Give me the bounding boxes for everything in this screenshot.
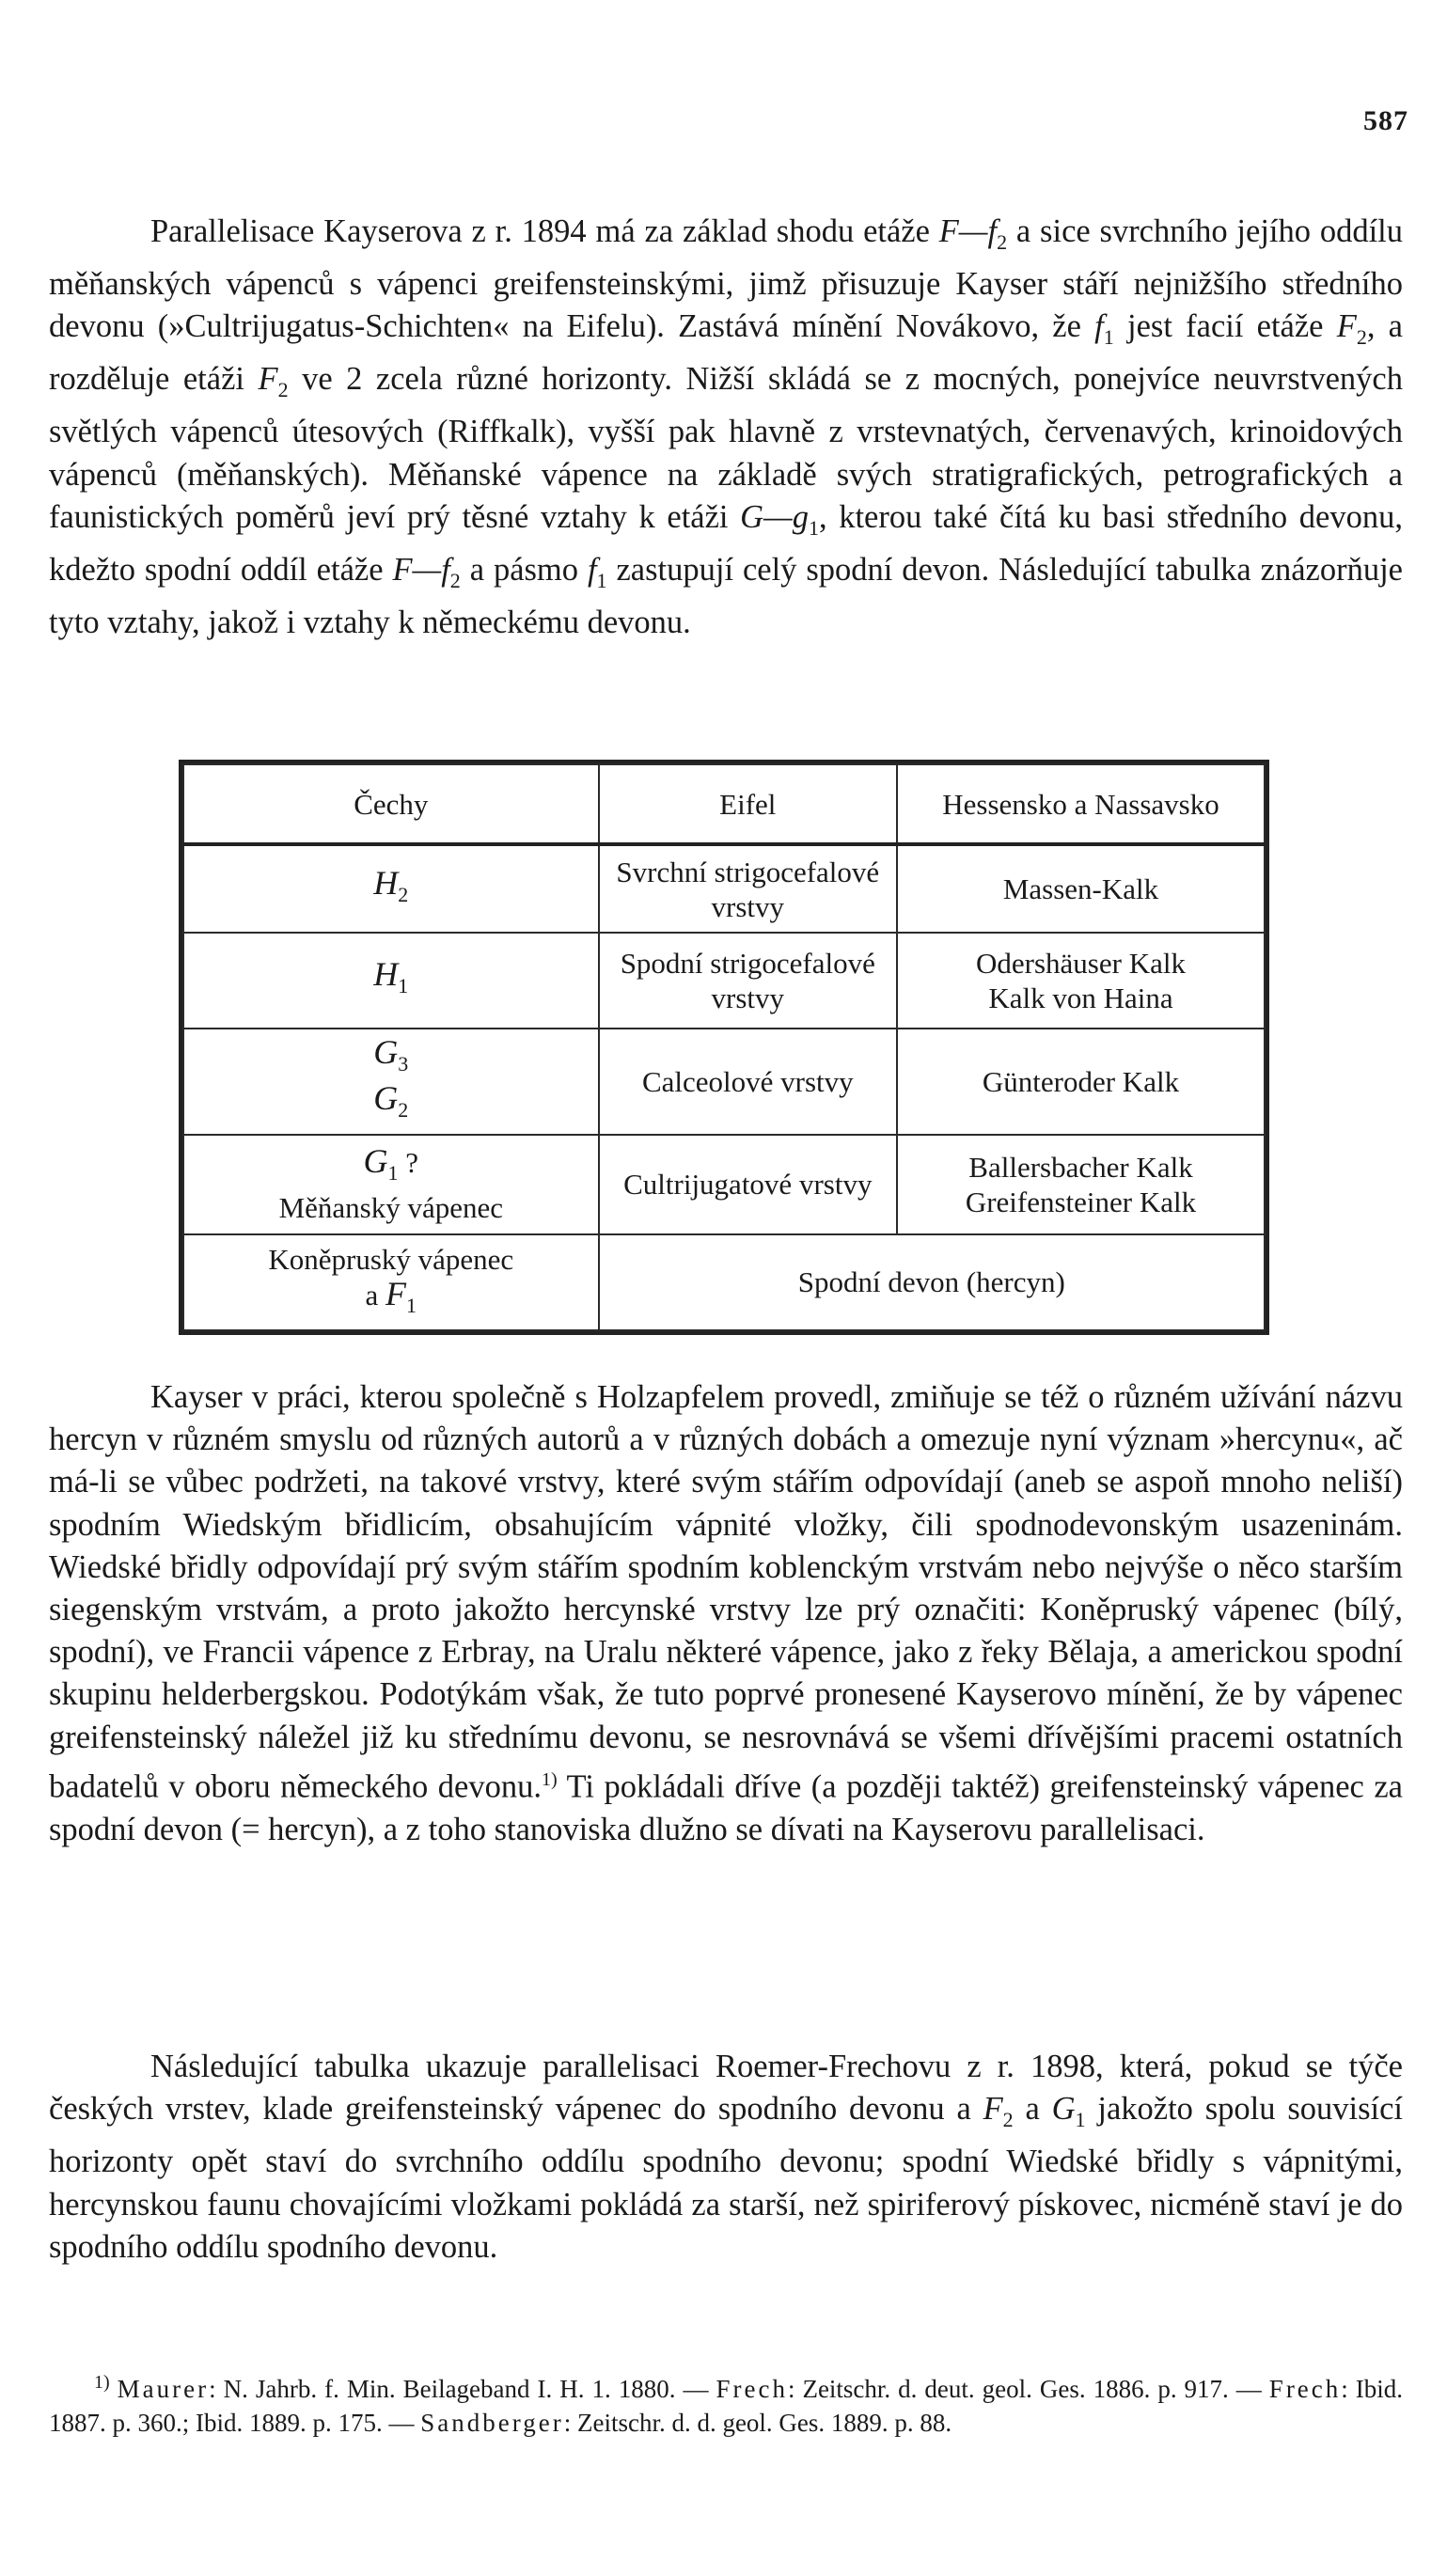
- footnote-reference: 1): [541, 1768, 558, 1790]
- cell-eifel: Cultrijugatové vrstvy: [599, 1135, 897, 1234]
- cell-cechy: $G_1$ ? Měňanský vápenec: [183, 1135, 599, 1234]
- page-number: 587: [1363, 105, 1408, 136]
- cell-cechy: $H_2$: [183, 844, 599, 933]
- cell-merged-spodni-devon: Spodní devon (hercyn): [599, 1234, 1265, 1330]
- table-row: [183, 1029, 1265, 1134]
- correlation-table: [179, 760, 1269, 1335]
- cell-hessensko: Odershäuser Kalk Kalk von Haina: [897, 933, 1265, 1029]
- cell-hessensko: Massen-Kalk: [897, 844, 1265, 933]
- paragraph-kayser-hercyn: Kayser v práci, kterou společně s Holzapfelem provedl, zmiňuje se též o různém užívání názvu hercyn v různém smyslu od různých autorů a v různých dobách a omezuje nyní význam »hercynu«, ač má-li se vůbec podržeti, na takové vrstvy, které svým stářím odpovídají (aneb se aspoň mnoho neliší) spodním Wiedským břidlicím, obsahujícím vápnité vložky, čili spodnodevonským usazeninám. Wiedské břidly odpovídají prý svým stářím spodním koblenckým vrstvám nebo nejvýše o něco starším siegenským vrstvám, a proto jakožto hercynské vrstvy lze prý označiti: Koněpruský vápenec (bílý, spodní), ve Francii vápence z Erbray, na Uralu některé vápence, jako z řeky Bělaja, a americkou spodní skupinu helderbergskou. Podotýkám však, že tuto poprvé pronesené Kayserovo mínění, že by vápenec greifensteinský náležel již ku střednímu devonu, se nesrovnává se všemi dřívějšími pracemi ostatních badatelů v oboru německého devonu.$^{1)}$ Ti pokládali dříve (a později taktéž) greifensteinský vápenec za spodní devon (= hercyn), a z toho stanoviska dlužno se dívati na Kayserovu parallelisaci.: [49, 1379, 1403, 1847]
- cell-hessensko: Günteroder Kalk: [897, 1029, 1265, 1134]
- header-eifel: Eifel: [599, 764, 897, 844]
- table-row: [183, 933, 1265, 1029]
- cell-hessensko: Ballersbacher Kalk Greifensteiner Kalk: [897, 1135, 1265, 1234]
- table-header-row: [183, 764, 1265, 844]
- stratigraphic-symbol: $f_1$: [1094, 308, 1114, 350]
- header-hessensko: Hessensko a Nassavsko: [897, 764, 1265, 844]
- table-row: [183, 844, 1265, 933]
- cell-eifel: Calceolové vrstvy: [599, 1029, 897, 1134]
- stratigraphic-symbol: $f_1$: [587, 551, 607, 592]
- stratigraphic-symbol: $F—f_2$: [938, 213, 1008, 254]
- cell-eifel: Svrchní strigocefalové vrstvy: [599, 844, 897, 933]
- footnote: $^{1)}$ Maurer: N. Jahrb. f. Min. Beilageband I. H. 1. 1880. — Frech: Zeitschr. d. deut. geol. Ges. 1886. p. 917. — Frech: Ibid. 1887. p. 360.; Ibid. 1889. p. 175. — Sandberger: Zeitschr. d. d. geol. Ges. 1889. p. 88.: [49, 2372, 1404, 2437]
- cell-cechy: $G_3$ $G_2$: [183, 1029, 599, 1134]
- cell-eifel: Spodní strigocefalové vrstvy: [599, 933, 897, 1029]
- paragraph-parallelisation-kayser: Parallelisace Kayserova z r. 1894 má za základ shodu etáže $F—f_2$ a sice svrchního jejího oddílu měňanských vápenců s vápenci greifensteinskými, jimž přisuzuje Kayser stáří nejnižšího středního devonu (»Cultrijugatus-Schichten« na Eifelu). Zastává mínění Novákovo, že $f_1$ jest facií etáže $F_2$, a rozděluje etáži $F_2$ ve 2 zcela různé horizonty. Nižší skládá se z mocných, ponejvíce neuvrstvených světlých vápenců útesových (Riffkalk), vyšší pak hlavně z vrstevnatých, červenavých, krinoidových vápenců (měňanských). Měňanské vápence na základě svých stratigrafických, petrografických a faunistických poměrů jeví prý těsné vztahy k etáži $G—g_1$, kterou také čítá ku basi středního devonu, kdežto spodní oddíl etáže $F—f_2$ a pásmo $f_1$ zastupují celý spodní devon. Následující tabulka znázorňuje tyto vztahy, jakož i vztahy k německému devonu.: [49, 213, 1403, 641]
- paragraph-roemer-frech: Následující tabulka ukazuje parallelisaci Roemer-Frechovu z r. 1898, která, pokud se týče českých vrstev, klade greifensteinský vápenec do spodního devonu a $F_2$ a $G_1$ jakožto spolu souvisící horizonty opět staví do svrchního oddílu spodního devonu; spodní Wiedské břidly s vápnitými, hercynskou faunu chovajícími vložkami pokládá za starší, než spiriferový pískovec, nicméně staví je do spodního oddílu spodního devonu.: [49, 2049, 1403, 2265]
- stratigraphic-symbol: $F—f_2$: [392, 551, 461, 592]
- stratigraphic-symbol: $F_2$: [1336, 308, 1367, 350]
- cell-cechy: Koněpruský vápenec a $F_1$: [183, 1234, 599, 1330]
- header-cechy: Čechy: [183, 764, 599, 844]
- correlation-table-grid: [182, 763, 1266, 1331]
- stratigraphic-symbol: $G—g_1$: [740, 498, 819, 540]
- stratigraphic-symbol: $G_1$: [1051, 2091, 1086, 2132]
- table-row: [183, 1135, 1265, 1234]
- cell-cechy: $H_1$: [183, 933, 599, 1029]
- table-row: [183, 1234, 1265, 1330]
- stratigraphic-symbol: $F_2$: [258, 361, 289, 402]
- stratigraphic-symbol: $F_2$: [983, 2091, 1014, 2132]
